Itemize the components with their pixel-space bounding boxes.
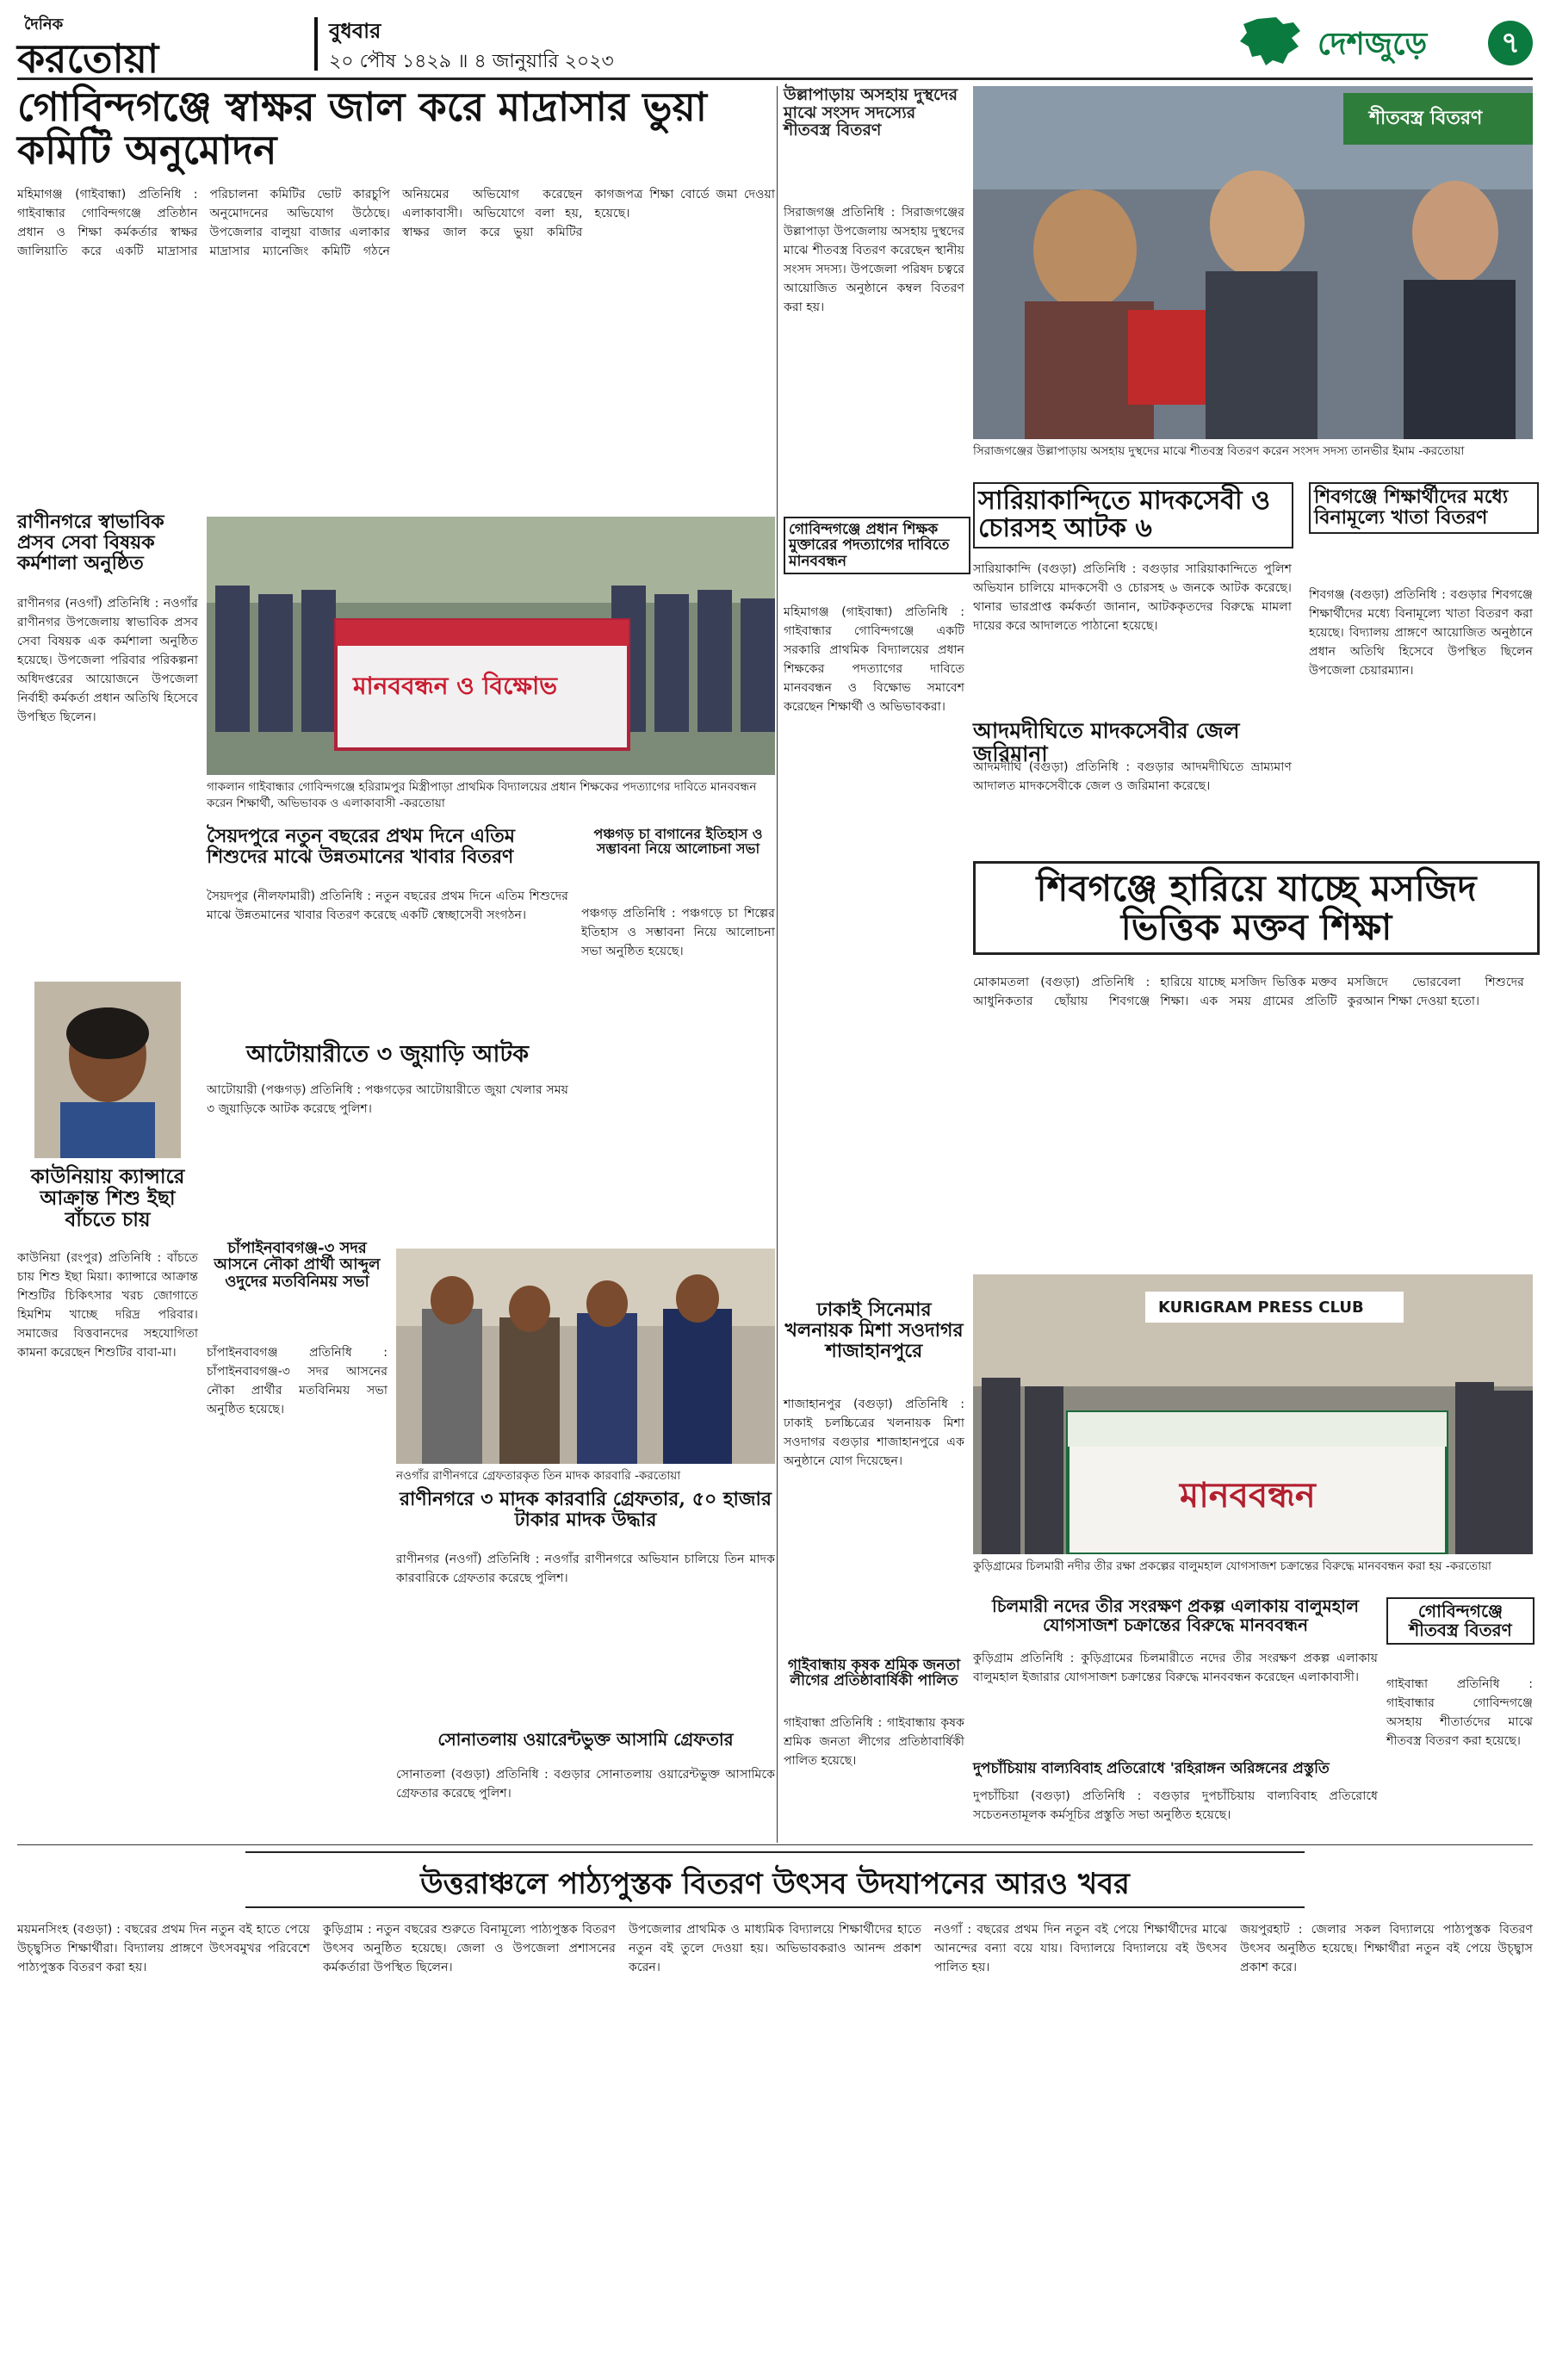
bottom-banner	[245, 1851, 1305, 1908]
story6-headline: শিবগঞ্জে শিক্ষার্থীদের মধ্যে বিনামূল্যে খাতা বিতরণ	[1309, 482, 1539, 534]
story1-headline: গোবিন্দগঞ্জে স্বাক্ষর জাল করে মাদ্রাসার ভুয়া কমিটি অনুমোদন	[17, 84, 708, 173]
story18-headline: চিলমারী নদের তীর সংরক্ষণ প্রকল্প এলাকায় বালুমহাল যোগসাজশ চক্রান্তের বিরুদ্ধে মানববন্ধন	[992, 1596, 1359, 1635]
story4-body: সিরাজগঞ্জ প্রতিনিধি : সিরাজগঞ্জের উল্লাপাড়া উপজেলায় অসহায় দুস্থদের মাঝে শীতবস্ত্র বিতরণ করেছেন স্থানীয় সংসদ সদস্য। উপজেলা পরিষদ চত্বরে আয়োজিত অনুষ্ঠানে কম্বল বিতরণ করা হয়।	[784, 206, 964, 314]
bottom-column-2: কুড়িগ্রাম : নতুন বছরের শুরুতে বিনামূল্যে পাঠ্যপুস্তক বিতরণ উৎসব অনুষ্ঠিত হয়েছে। জেলা ও উপজেলা প্রশাসনের কর্মকর্তারা উপস্থিত ছিলেন।	[323, 1923, 616, 1974]
logo-small-text: দৈনিক	[24, 15, 64, 34]
story17-headline: গাইবান্ধায় কৃষক শ্রমিক জনতা লীগের প্রতিষ্ঠাবার্ষিকী পালিত	[787, 1657, 961, 1690]
story3-headline: কাউনিয়ায় ক্যান্সারে আক্রান্ত শিশু ইছা বাঁচতে চায়	[30, 1165, 185, 1231]
section-tag	[1231, 15, 1533, 69]
story12-headline: আটোয়ারীতে ৩ জুয়াড়ি আটক	[245, 1041, 530, 1068]
photo-arrest-graphic	[396, 1249, 775, 1464]
story16-headline: ঢাকাই সিনেমার খলনায়ক মিশা সওদাগর শাজাহানপুরে	[784, 1298, 964, 1362]
story2-headline: রাণীনগরে স্বাভাবিক প্রসব সেবা বিষয়ক কর্মশালা অনুষ্ঠিত	[17, 511, 164, 574]
story11-body: মোকামতলা (বগুড়া) প্রতিনিধি : আধুনিকতার ছোঁয়ায় শিবগঞ্জে হারিয়ে যাচ্ছে মসজিদ ভিত্তিক মক্তব শিক্ষা। এক সময় গ্রামের প্রতিটি মসজিদে ভোরবেলা শিশুদের কুরআন শিক্ষা দেওয়া হতো।	[973, 976, 1524, 1008]
photo-human-chain	[207, 517, 775, 775]
story6-body: শিবগঞ্জ (বগুড়া) প্রতিনিধি : বগুড়ার শিবগঞ্জে শিক্ষার্থীদের মধ্যে বিনামূল্যে খাতা বিতরণ করা হয়েছে। বিদ্যালয় প্রাঙ্গণে আয়োজিত অনুষ্ঠানে প্রধান অতিথি হিসেবে উপস্থিত ছিলেন উপজেলা চেয়ারম্যান।	[1309, 588, 1533, 678]
manobbondhon-banner: মানববন্ধন	[1180, 1475, 1316, 1515]
issue-date: ২০ পৌষ ১৪২৯ ॥ ৪ জানুয়ারি ২০২৩	[329, 51, 614, 72]
photo-arrest-caption: নওগাঁর রাণীনগরে গ্রেফতারকৃত তিন মাদক কারবারি -করতোয়া	[396, 1469, 681, 1483]
story4-headline: উল্লাপাড়ায় অসহায় দুস্থদের মাঝে সংসদ সদস্যের শীতবস্ত্র বিতরণ	[784, 85, 958, 140]
photo-winter-clothes-caption: সিরাজগঞ্জের উল্লাপাড়ায় অসহায় দুস্থদের মাঝে শীতবস্ত্র বিতরণ করেন সংসদ সদস্য তানভীর ইমাম -করতোয়া	[973, 444, 1465, 458]
story15-headline: সোনাতলায় ওয়ারেন্টভুক্ত আসামি গ্রেফতার	[437, 1729, 734, 1750]
story11-headline: শিবগঞ্জে হারিয়ে যাচ্ছে মসজিদ ভিত্তিক মক্তব শিক্ষা	[973, 861, 1540, 955]
story10-body: আদমদীঘি (বগুড়া) প্রতিনিধি : বগুড়ার আদমদীঘিতে ভ্রাম্যমাণ আদালত মাদকসেবীকে জেল ও জরিমানা করেছে।	[973, 760, 1292, 793]
story19-headline: গোবিন্দগঞ্জে শীতবস্ত্র বিতরণ	[1386, 1597, 1534, 1645]
story14-body: রাণীনগর (নওগাঁ) প্রতিনিধি : নওগাঁর রাণীনগরে অভিযান চালিয়ে তিন মাদক কারবারিকে গ্রেফতার করেছে পুলিশ।	[396, 1553, 775, 1585]
story1-body: মহিমাগঞ্জ (গাইবান্ধা) প্রতিনিধি : গাইবান্ধার গোবিন্দগঞ্জে প্রতিষ্ঠান প্রধান ও শিক্ষা কর্মকর্তার স্বাক্ষর জালিয়াতি করে একটি মাদ্রাসার পরিচালনা কমিটির ভোট কারচুপি অনুমোদনের অভিযোগ উঠেছে। উপজেলার বালুয়া বাজার এলাকার মাদ্রাসার ম্যানেজিং কমিটি গঠনে অনিয়মের অভিযোগ করেছেন এলাকাবাসী। অভিযোগে বলা হয়, স্বাক্ষর জাল করে ভুয়া কমিটির কাগজপত্র শিক্ষা বোর্ডে জমা দেওয়া হয়েছে।	[17, 188, 775, 258]
bottom-column-5: জয়পুরহাট : জেলার সকল বিদ্যালয়ে পাঠ্যপুস্তক বিতরণ উৎসব অনুষ্ঠিত হয়েছে। শিক্ষার্থীরা নতুন বই পেয়ে উচ্ছ্বাস প্রকাশ করে।	[1240, 1923, 1533, 1974]
page-number: ৭	[1488, 21, 1533, 65]
story9-body: পঞ্চগড় প্রতিনিধি : পঞ্চগড়ে চা শিল্পের ইতিহাস ও সম্ভাবনা নিয়ে আলোচনা সভা অনুষ্ঠিত হয়েছে।	[581, 907, 775, 958]
logo-big-text: করতোয়া	[17, 35, 159, 82]
story7-body: মহিমাগঞ্জ (গাইবান্ধা) প্রতিনিধি : গাইবান্ধার গোবিন্দগঞ্জে একটি সরকারি প্রাথমিক বিদ্যালয়ের প্রধান শিক্ষকের পদত্যাগের দাবিতে মানববন্ধন ও বিক্ষোভ সমাবেশ করেছেন শিক্ষার্থী ও অভিভাবকরা।	[784, 605, 964, 714]
story13-headline: চাঁপাইনবাবগঞ্জ-৩ সদর আসনে নৌকা প্রার্থী আব্দুল ওদুদের মতবিনিময় সভা	[214, 1239, 381, 1291]
photo-human-chain-graphic	[207, 517, 775, 775]
bottom-column-3: উপজেলার প্রাথমিক ও মাধ্যমিক বিদ্যালয়ে শিক্ষার্থীদের হাতে নতুন বই তুলে দেওয়া হয়। অভিভাবকরাও আনন্দ প্রকাশ করেন।	[629, 1923, 921, 1974]
story12-body: আটোয়ারী (পঞ্চগড়) প্রতিনিধি : পঞ্চগড়ের আটোয়ারীতে জুয়া খেলার সময় ৩ জুয়াড়িকে আটক করেছে পুলিশ।	[207, 1083, 568, 1116]
story20-body: দুপচাঁচিয়া (বগুড়া) প্রতিনিধি : বগুড়ার দুপচাঁচিয়ায় বাল্যবিবাহ প্রতিরোধে সচেতনতামূলক কর্মসূচির প্রস্তুতি সভা অনুষ্ঠিত হয়েছে।	[973, 1789, 1378, 1822]
photo-child	[34, 982, 181, 1158]
photo-winter-clothes	[973, 86, 1533, 439]
story2-body: রাণীনগর (নওগাঁ) প্রতিনিধি : নওগাঁর রাণীনগর উপজেলায় স্বাভাবিক প্রসব সেবা বিষয়ক এক কর্মশালা অনুষ্ঠিত হয়েছে। উপজেলা পরিবার পরিকল্পনা অধিদপ্তরের আয়োজনে উপজেলা নির্বাহী কর্মকর্তা প্রধান অতিথি হিসেবে উপস্থিত ছিলেন।	[17, 597, 198, 724]
story20-headline: দুপচাঁচিয়ায় বাল্যবিবাহ প্রতিরোধে 'রহিরাঙ্গন অরিঙ্গনের প্রস্তুতি	[973, 1760, 1330, 1777]
bottom-column-4: নওগাঁ : বছরের প্রথম দিন নতুন বই পেয়ে শিক্ষার্থীদের মাঝে আনন্দের বন্যা বয়ে যায়। বিদ্যালয়ে বিদ্যালয়ে বই উৎসব পালিত হয়।	[934, 1923, 1227, 1974]
story18-body: কুড়িগ্রাম প্রতিনিধি : কুড়িগ্রামের চিলমারীতে নদের তীর সংরক্ষণ প্রকল্প এলাকায় বালুমহাল ইজারার যোগসাজশ চক্রান্তের বিরুদ্ধে মানববন্ধন করেছেন এলাকাবাসী।	[973, 1652, 1378, 1684]
story8-body: সৈয়দপুর (নীলফামারী) প্রতিনিধি : নতুন বছরের প্রথম দিনে এতিম শিশুদের মাঝে উন্নতমানের খাবার বিতরণ করেছে একটি স্বেচ্ছাসেবী সংগঠন।	[207, 889, 568, 922]
section-name: দেশজুড়ে	[1318, 27, 1428, 62]
photo-human-chain-caption: গাকলান গাইবান্ধার গোবিন্দগঞ্জে হরিরামপুর মিস্ত্রীপাড়া প্রাথমিক বিদ্যালয়ের প্রধান শিক্ষকের পদত্যাগের দাবিতে মানববন্ধন করেন শিক্ষার্থী, অভিভাবক ও এলাকাবাসী -করতোয়া	[207, 780, 757, 810]
bottom-column-1: ময়মনসিংহ (বগুড়া) : বছরের প্রথম দিন নতুন বই হাতে পেয়ে উচ্ছ্বসিত শিক্ষার্থীরা। বিদ্যালয় প্রাঙ্গণে উৎসবমুখর পরিবেশে পাঠ্যপুস্তক বিতরণ করা হয়।	[17, 1923, 310, 1974]
story8-headline: সৈয়দপুরে নতুন বছরের প্রথম দিনে এতিম শিশুদের মাঝে উন্নতমানের খাবার বিতরণ	[207, 825, 515, 868]
story14-headline: রাণীনগরে ৩ মাদক কারবারি গ্রেফতার, ৫০ হাজার টাকার মাদক উদ্ধার	[399, 1488, 772, 1531]
story15-body: সোনাতলা (বগুড়া) প্রতিনিধি : বগুড়ার সোনাতলায় ওয়ারেন্টভুক্ত আসামিকে গ্রেফতার করেছে পুলিশ।	[396, 1768, 775, 1800]
story7-headline: গোবিন্দগঞ্জে প্রধান শিক্ষক মুক্তারের পদত্যাগের দাবিতে মানববন্ধন	[784, 517, 970, 574]
story5-body: সারিয়াকান্দি (বগুড়া) প্রতিনিধি : বগুড়ার সারিয়াকান্দিতে পুলিশ অভিযান চালিয়ে মাদকসেবী ও চোরসহ ৬ জনকে আটক করেছে। থানার ভারপ্রাপ্ত কর্মকর্তা জানান, আটককৃতদের বিরুদ্ধে মামলা দায়ের করে আদালতে পাঠানো হয়েছে।	[973, 562, 1292, 633]
photo-banner-top: শীতবস্ত্র বিতরণ	[1369, 108, 1483, 129]
photo-child-graphic	[34, 982, 181, 1158]
masthead-divider	[314, 17, 318, 71]
story3-body: কাউনিয়া (রংপুর) প্রতিনিধি : বাঁচতে চায় শিশু ইছা মিয়া। ক্যান্সারে আক্রান্ত শিশুটির চিকিৎসার খরচ জোগাতে হিমশিম খাচ্ছে দরিদ্র পরিবার। সমাজের বিত্তবানদের সহযোগিতা কামনা করেছেন শিশুটির বাবা-মা।	[17, 1251, 198, 1360]
story19-body: গাইবান্ধা প্রতিনিধি : গাইবান্ধার গোবিন্দগঞ্জে অসহায় শীতার্তদের মাঝে শীতবস্ত্র বিতরণ করা হয়েছে।	[1386, 1677, 1533, 1748]
bottom-section-rule	[17, 1844, 1533, 1845]
photo-winter-clothes-graphic	[973, 86, 1533, 439]
photo-press-club	[973, 1274, 1533, 1554]
press-club-sign: KURIGRAM PRESS CLUB	[1158, 1298, 1364, 1317]
story17-body: গাইবান্ধা প্রতিনিধি : গাইবান্ধায় কৃষক শ্রমিক জনতা লীগের প্রতিষ্ঠাবার্ষিকী পালিত হয়েছে।	[784, 1716, 964, 1768]
story10-headline: আদমদীঘিতে মাদকসেবীর জেল জরিমানা	[973, 718, 1240, 766]
story9-headline: পঞ্চগড় চা বাগানের ইতিহাস ও সম্ভাবনা নিয়ে আলোচনা সভা	[593, 826, 763, 858]
photo-press-club-caption: কুড়িগ্রামের চিলমারী নদীর তীর রক্ষা প্রকল্পের বালুমহাল যোগসাজশ চক্রান্তের বিরুদ্ধে মানববন্ধন করা হয় -করতোয়া	[973, 1559, 1491, 1573]
story5-headline: সারিয়াকান্দিতে মাদকসেবী ও চোরসহ আটক ৬	[973, 482, 1293, 549]
masthead	[17, 12, 1533, 80]
story16-body: শাজাহানপুর (বগুড়া) প্রতিনিধি : ঢাকাই চলচ্চিত্রের খলনায়ক মিশা সওদাগর বগুড়ার শাজাহানপুরে এক অনুষ্ঠানে যোগ দিয়েছেন।	[784, 1398, 964, 1468]
issue-day: বুধবার	[329, 19, 381, 43]
column-rule	[777, 86, 778, 1843]
story13-body: চাঁপাইনবাবগঞ্জ প্রতিনিধি : চাঁপাইনবাবগঞ্জ-৩ সদর আসনের নৌকা প্রার্থীর মতবিনিময় সভা অনুষ্ঠিত হয়েছে।	[207, 1346, 388, 1416]
bangladesh-map-icon	[1231, 15, 1314, 67]
bottom-banner-title: উত্তরাঞ্চলে পাঠ্যপুস্তক বিতরণ উৎসব উদযাপনের আরও খবর	[420, 1867, 1130, 1901]
newspaper-logo	[17, 12, 181, 82]
photo-arrest	[396, 1249, 775, 1464]
human-chain-banner: মানববন্ধন ও বিক্ষোভ	[353, 672, 558, 700]
